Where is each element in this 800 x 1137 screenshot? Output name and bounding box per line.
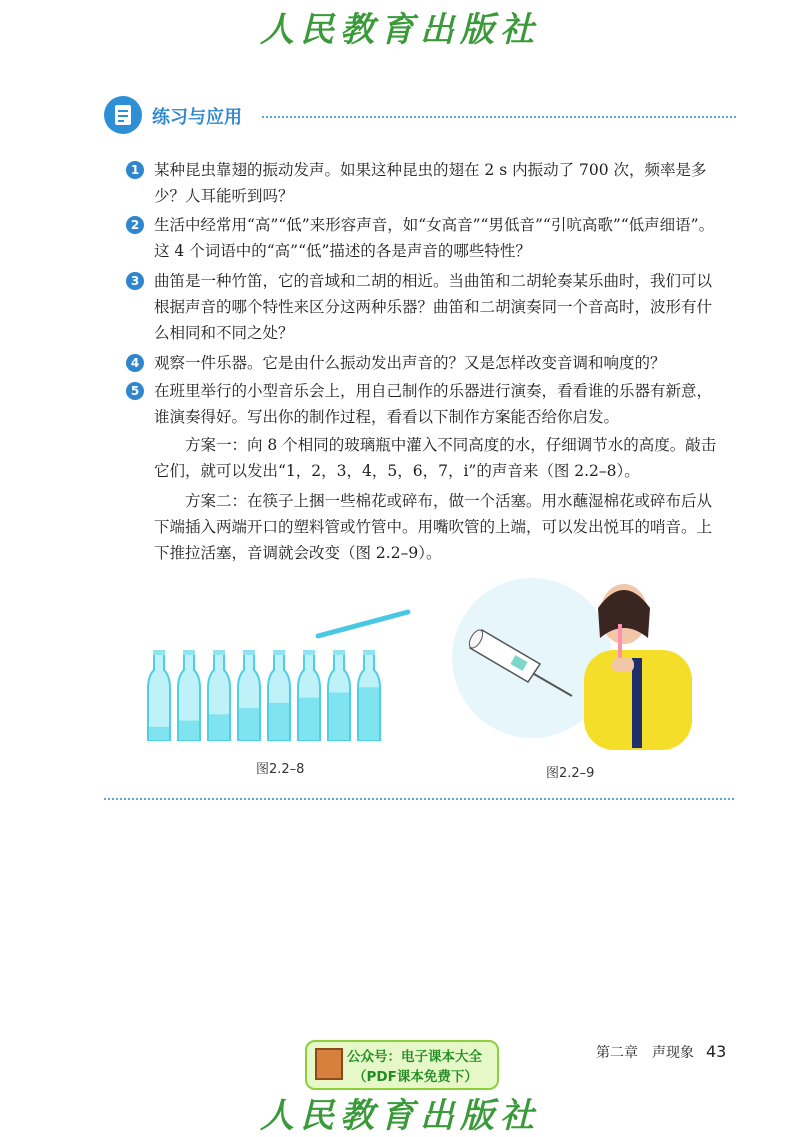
bottles-illustration [140, 600, 420, 750]
question-number: 3 [126, 272, 144, 290]
water-level [269, 703, 289, 740]
section-header [104, 96, 744, 136]
book-icon [315, 1048, 343, 1080]
page-number: 43 [706, 1042, 727, 1061]
question-1 [130, 157, 720, 209]
question-text: 观察一件乐器。它是由什么振动发出声音的？又是怎样改变音调和响度的？ [154, 354, 666, 372]
figure-caption-9: 图2.2–9 [546, 766, 595, 781]
question-text: 某种昆虫靠翅的振动发声。如果这种昆虫的翅在 2 s 内振动了 700 次，频率是多少？人耳能听到吗？ [154, 161, 707, 205]
watermark-line2: （PDF课本免费下） [353, 1069, 478, 1085]
bottle [238, 650, 260, 740]
page-footer [596, 1042, 726, 1062]
bottom-divider [104, 798, 734, 800]
question-number: 2 [126, 216, 144, 234]
striking-rod [318, 612, 408, 636]
water-level [329, 692, 349, 740]
practice-icon [104, 96, 142, 134]
plan-one: 方案一：向 8 个相同的玻璃瓶中灌入不同高度的水，仔细调节水的高度。敲击它们，就可以发出“1，2，3，4，5，6，7，i”的声音来（图 2.2–8）。 [154, 436, 717, 480]
question-5 [130, 378, 720, 430]
water-level [179, 721, 199, 740]
water-level [299, 698, 319, 740]
question-text: 在班里举行的小型音乐会上，用自己制作的乐器进行演奏，看看谁的乐器有新意，谁演奏得好。写出你的制作过程，看看以下制作方案能否给你启发。 [154, 382, 713, 426]
water-level [239, 708, 259, 740]
figure-bottles [140, 600, 420, 750]
question-3 [130, 268, 720, 346]
bottle [328, 650, 350, 740]
publisher-footer: 人民教育出版社 [260, 1096, 540, 1136]
section-divider [262, 116, 736, 118]
section-title: 练习与应用 [152, 107, 242, 128]
question-number: 1 [126, 161, 144, 179]
plan-two: 方案二：在筷子上捆一些棉花或碎布，做一个活塞。用水蘸湿棉花或碎布后从下端插入两端开口的塑料管或竹管中。用嘴吹管的上端，可以发出悦耳的哨音。上下推拉活塞，音调就会改变（图 2.2–9）。 [154, 492, 713, 562]
water-level [359, 687, 379, 740]
watermark-badge [305, 1040, 499, 1090]
bottle [148, 650, 170, 740]
watermark-line1: 公众号：电子课本大全 [347, 1049, 482, 1065]
water-level [209, 714, 229, 740]
question-number: 5 [126, 382, 144, 400]
bottle [298, 650, 320, 740]
bottle [178, 650, 200, 740]
water-level [149, 727, 169, 740]
question-2 [130, 212, 720, 264]
publisher-header: 人民教育出版社 [260, 10, 540, 50]
figure-whistle [452, 578, 702, 758]
bottle [208, 650, 230, 740]
question-number: 4 [126, 354, 144, 372]
bottle [268, 650, 290, 740]
question-4 [130, 350, 720, 376]
bottle [358, 650, 380, 740]
question-text: 曲笛是一种竹笛，它的音域和二胡的相近。当曲笛和二胡轮奏某乐曲时，我们可以根据声音的哪个特性来区分这两种乐器？曲笛和二胡演奏同一个音高时，波形有什么相同和不同之处？ [154, 272, 713, 342]
figure-caption-8: 图2.2–8 [256, 762, 305, 777]
chapter-label: 第二章 声现象 [596, 1045, 694, 1061]
girl-illustration [584, 584, 692, 750]
question-text: 生活中经常用“高”“低”来形容声音，如“女高音”“男低音”“引吭高歌”“低声细语”。这 4 个词语中的“高”“低”描述的各是声音的哪些特性？ [154, 216, 715, 260]
